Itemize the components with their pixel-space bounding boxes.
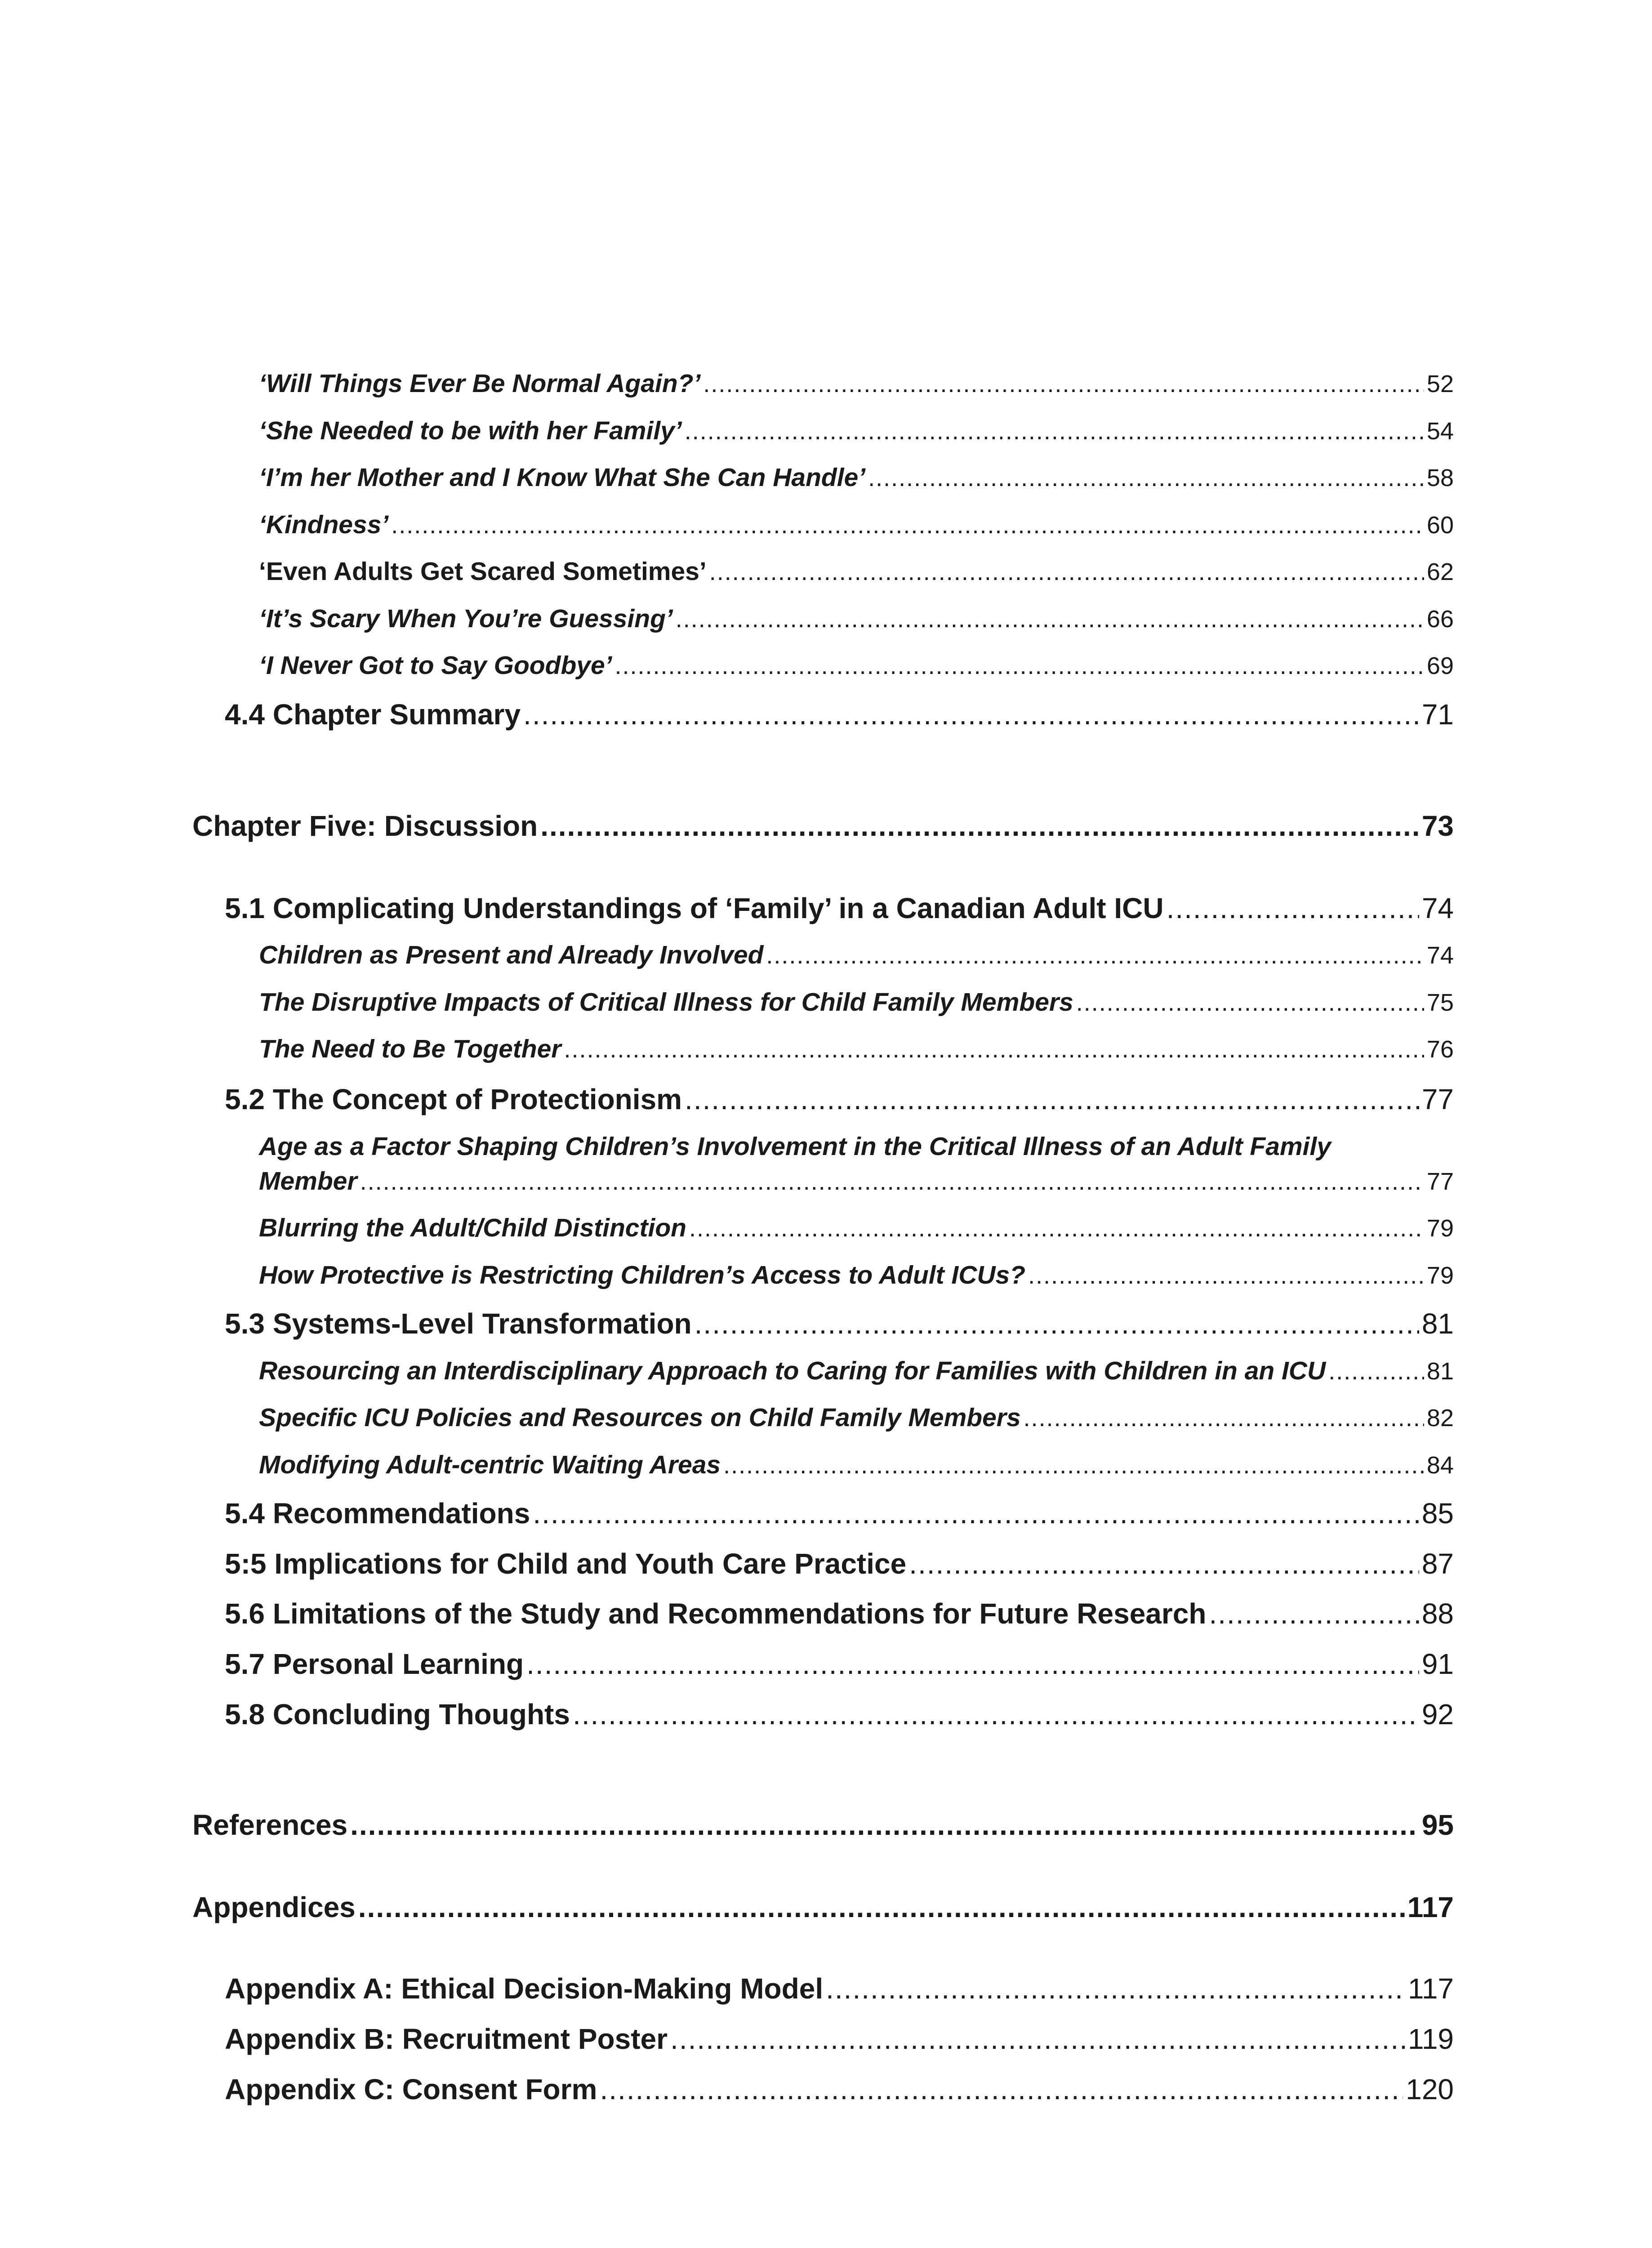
toc-page-number: 76: [1426, 1036, 1454, 1063]
toc-entry[interactable]: [192, 1450, 1454, 1480]
toc-entry-title: 5.4 Recommendations: [225, 1497, 530, 1530]
toc-page-number: 62: [1426, 558, 1454, 585]
toc-entry[interactable]: [192, 987, 1454, 1017]
toc-entry-title: Appendix B: Recruitment Poster: [225, 2023, 668, 2055]
toc-entry-title: Modifying Adult-centric Waiting Areas: [259, 1450, 721, 1479]
toc-entry-title: 5.8 Concluding Thoughts: [225, 1698, 570, 1731]
toc-entry-title: 5.2 The Concept of Protectionism: [225, 1083, 682, 1115]
toc-entry-title: Children as Present and Already Involved: [259, 941, 764, 969]
toc-entry-title-line2: Member: [259, 1167, 357, 1195]
dot-leader: [1028, 1262, 1424, 1289]
dot-leader: [689, 1214, 1424, 1242]
toc-page-number: 69: [1426, 652, 1454, 679]
toc-entry-title: Specific ICU Policies and Resources on Child Family Members: [259, 1403, 1021, 1432]
toc-entry[interactable]: [192, 1260, 1454, 1290]
toc-entry-title: ‘It’s Scary When You’re Guessing’: [259, 604, 673, 633]
dot-leader: [826, 1972, 1405, 2005]
toc-entry[interactable]: [192, 1497, 1454, 1530]
dot-leader: [600, 2073, 1403, 2106]
toc-page-number: 88: [1421, 1597, 1454, 1630]
toc-entry[interactable]: [192, 651, 1454, 680]
dot-leader: [1024, 1404, 1424, 1432]
dot-leader: [676, 605, 1424, 633]
toc-page-number: 79: [1426, 1215, 1454, 1242]
dot-leader: [360, 1168, 1424, 1195]
toc-entry[interactable]: [192, 1808, 1454, 1842]
toc-page-number: 117: [1407, 1972, 1454, 2005]
toc-entry-title: ‘Even Adults Get Scared Sometimes’: [259, 557, 707, 586]
dot-leader: [564, 1035, 1424, 1063]
dot-leader: [703, 370, 1424, 398]
dot-leader: [868, 464, 1424, 492]
dot-leader: [615, 652, 1424, 680]
toc-entry-title: Appendices: [192, 1891, 356, 1923]
toc-entry-title: 4.4 Chapter Summary: [225, 698, 521, 731]
toc-page-number: 75: [1426, 989, 1454, 1016]
toc-entry[interactable]: [192, 1647, 1454, 1681]
toc-entry-title: ‘I Never Got to Say Goodbye’: [259, 651, 612, 680]
toc-page-number: 77: [1421, 1083, 1454, 1115]
toc-entry-title: ‘Will Things Ever Be Normal Again?’: [259, 369, 701, 398]
toc-entry-title: How Protective is Restricting Children’s Access to Adult ICUs?: [259, 1261, 1026, 1289]
dot-leader: [573, 1698, 1419, 1731]
toc-page-number: 92: [1421, 1698, 1454, 1731]
toc-entry[interactable]: [192, 1166, 1454, 1196]
toc-page-number: 58: [1426, 464, 1454, 491]
dot-leader: [709, 558, 1424, 586]
dot-leader: [685, 1083, 1419, 1116]
dot-leader: [1328, 1357, 1424, 1385]
dot-leader: [766, 941, 1424, 969]
toc-entry-title: 5.1 Complicating Understandings of ‘Family’ in a Canadian Adult ICU: [225, 892, 1164, 924]
toc-entry-title: The Need to Be Together: [259, 1035, 561, 1063]
toc-page-number: 79: [1426, 1262, 1454, 1289]
dot-leader: [1167, 892, 1419, 925]
toc-entry[interactable]: [192, 892, 1454, 925]
toc-entry[interactable]: [192, 1891, 1454, 1924]
dot-leader: [685, 417, 1424, 445]
toc-page-number: 95: [1421, 1809, 1454, 1841]
toc-entry-title: ‘I’m her Mother and I Know What She Can Handle’: [259, 463, 866, 492]
toc-page-number: 60: [1426, 512, 1454, 539]
toc-entry-title: Resourcing an Interdisciplinary Approach to Caring for Families with Children in an ICU: [259, 1356, 1326, 1385]
toc-entry[interactable]: [192, 809, 1454, 843]
toc-entry-title: ‘She Needed to be with her Family’: [259, 416, 682, 445]
dot-leader: [1209, 1597, 1419, 1630]
toc-page-number: 81: [1421, 1307, 1454, 1340]
toc-entry[interactable]: [192, 1403, 1454, 1432]
dot-leader: [350, 1808, 1419, 1842]
toc-entry[interactable]: [192, 557, 1454, 586]
toc-entry-title: 5.6 Limitations of the Study and Recommendations for Future Research: [225, 1597, 1207, 1630]
toc-page-number: 71: [1421, 698, 1454, 731]
toc-page-number: 117: [1407, 1891, 1454, 1923]
toc-page-number: 87: [1421, 1548, 1454, 1580]
toc-entry[interactable]: [192, 1972, 1454, 2005]
toc-entry[interactable]: [192, 463, 1454, 492]
toc-entry[interactable]: [192, 1698, 1454, 1731]
toc-entry[interactable]: [192, 1356, 1454, 1386]
toc-page-number: 73: [1421, 810, 1454, 842]
toc-entry-title: References: [192, 1809, 348, 1841]
dot-leader: [358, 1891, 1405, 1924]
toc-entry-title: 5.3 Systems-Level Transformation: [225, 1307, 692, 1340]
dot-leader: [1076, 989, 1424, 1017]
dot-leader: [723, 1451, 1424, 1479]
toc-entry-title: The Disruptive Impacts of Critical Illness for Child Family Members: [259, 988, 1073, 1017]
toc-entry-title: Blurring the Adult/Child Distinction: [259, 1213, 686, 1242]
toc-page-number: 66: [1426, 606, 1454, 633]
table-of-contents: [192, 0, 1454, 2248]
toc-entry[interactable]: [192, 1307, 1454, 1340]
toc-page-number: 119: [1407, 2023, 1454, 2055]
toc-page-number: 74: [1426, 942, 1454, 969]
toc-page-number: 91: [1421, 1648, 1454, 1680]
toc-entry[interactable]: [192, 369, 1454, 398]
dot-leader: [391, 511, 1424, 539]
dot-leader: [526, 1647, 1419, 1681]
toc-entry[interactable]: [192, 1213, 1454, 1243]
toc-entry[interactable]: [192, 1083, 1454, 1116]
dot-leader: [540, 809, 1419, 843]
toc-entry[interactable]: [192, 698, 1454, 731]
dot-leader: [695, 1307, 1419, 1340]
dot-leader: [533, 1497, 1419, 1530]
toc-page-number: 81: [1426, 1358, 1454, 1385]
toc-entry[interactable]: [192, 416, 1454, 446]
dot-leader: [670, 2022, 1405, 2056]
toc-entry[interactable]: [192, 2073, 1454, 2106]
toc-entry[interactable]: [192, 604, 1454, 633]
toc-page-number: 85: [1421, 1497, 1454, 1530]
toc-entry[interactable]: [192, 510, 1454, 540]
toc-entry-title: ‘Kindness’: [259, 510, 389, 539]
toc-entry[interactable]: [192, 1547, 1454, 1580]
dot-leader: [909, 1547, 1419, 1580]
dot-leader: [523, 698, 1419, 731]
toc-entry-title: 5:5 Implications for Child and Youth Care Practice: [225, 1548, 907, 1580]
toc-page-number: 84: [1426, 1452, 1454, 1479]
toc-page-number: 54: [1426, 418, 1454, 445]
toc-page-number: 82: [1426, 1405, 1454, 1432]
toc-entry-title: Appendix C: Consent Form: [225, 2073, 597, 2105]
toc-page-number: 120: [1406, 2073, 1454, 2105]
toc-page-number: 77: [1426, 1168, 1454, 1195]
toc-entry-title: 5.7 Personal Learning: [225, 1648, 524, 1680]
toc-entry[interactable]: [192, 1034, 1454, 1064]
toc-entry[interactable]: [192, 2022, 1454, 2056]
toc-entry[interactable]: [192, 1597, 1454, 1630]
toc-page-number: 74: [1421, 892, 1454, 924]
toc-entry-title: Appendix A: Ethical Decision-Making Model: [225, 1972, 824, 2005]
toc-entry[interactable]: [192, 940, 1454, 970]
toc-page-number: 52: [1426, 370, 1454, 397]
toc-entry-title: Chapter Five: Discussion: [192, 810, 538, 842]
toc-entry-title-line1[interactable]: Age as a Factor Shaping Children’s Involvement in the Critical Illness of an Adult Family: [259, 1132, 1331, 1161]
